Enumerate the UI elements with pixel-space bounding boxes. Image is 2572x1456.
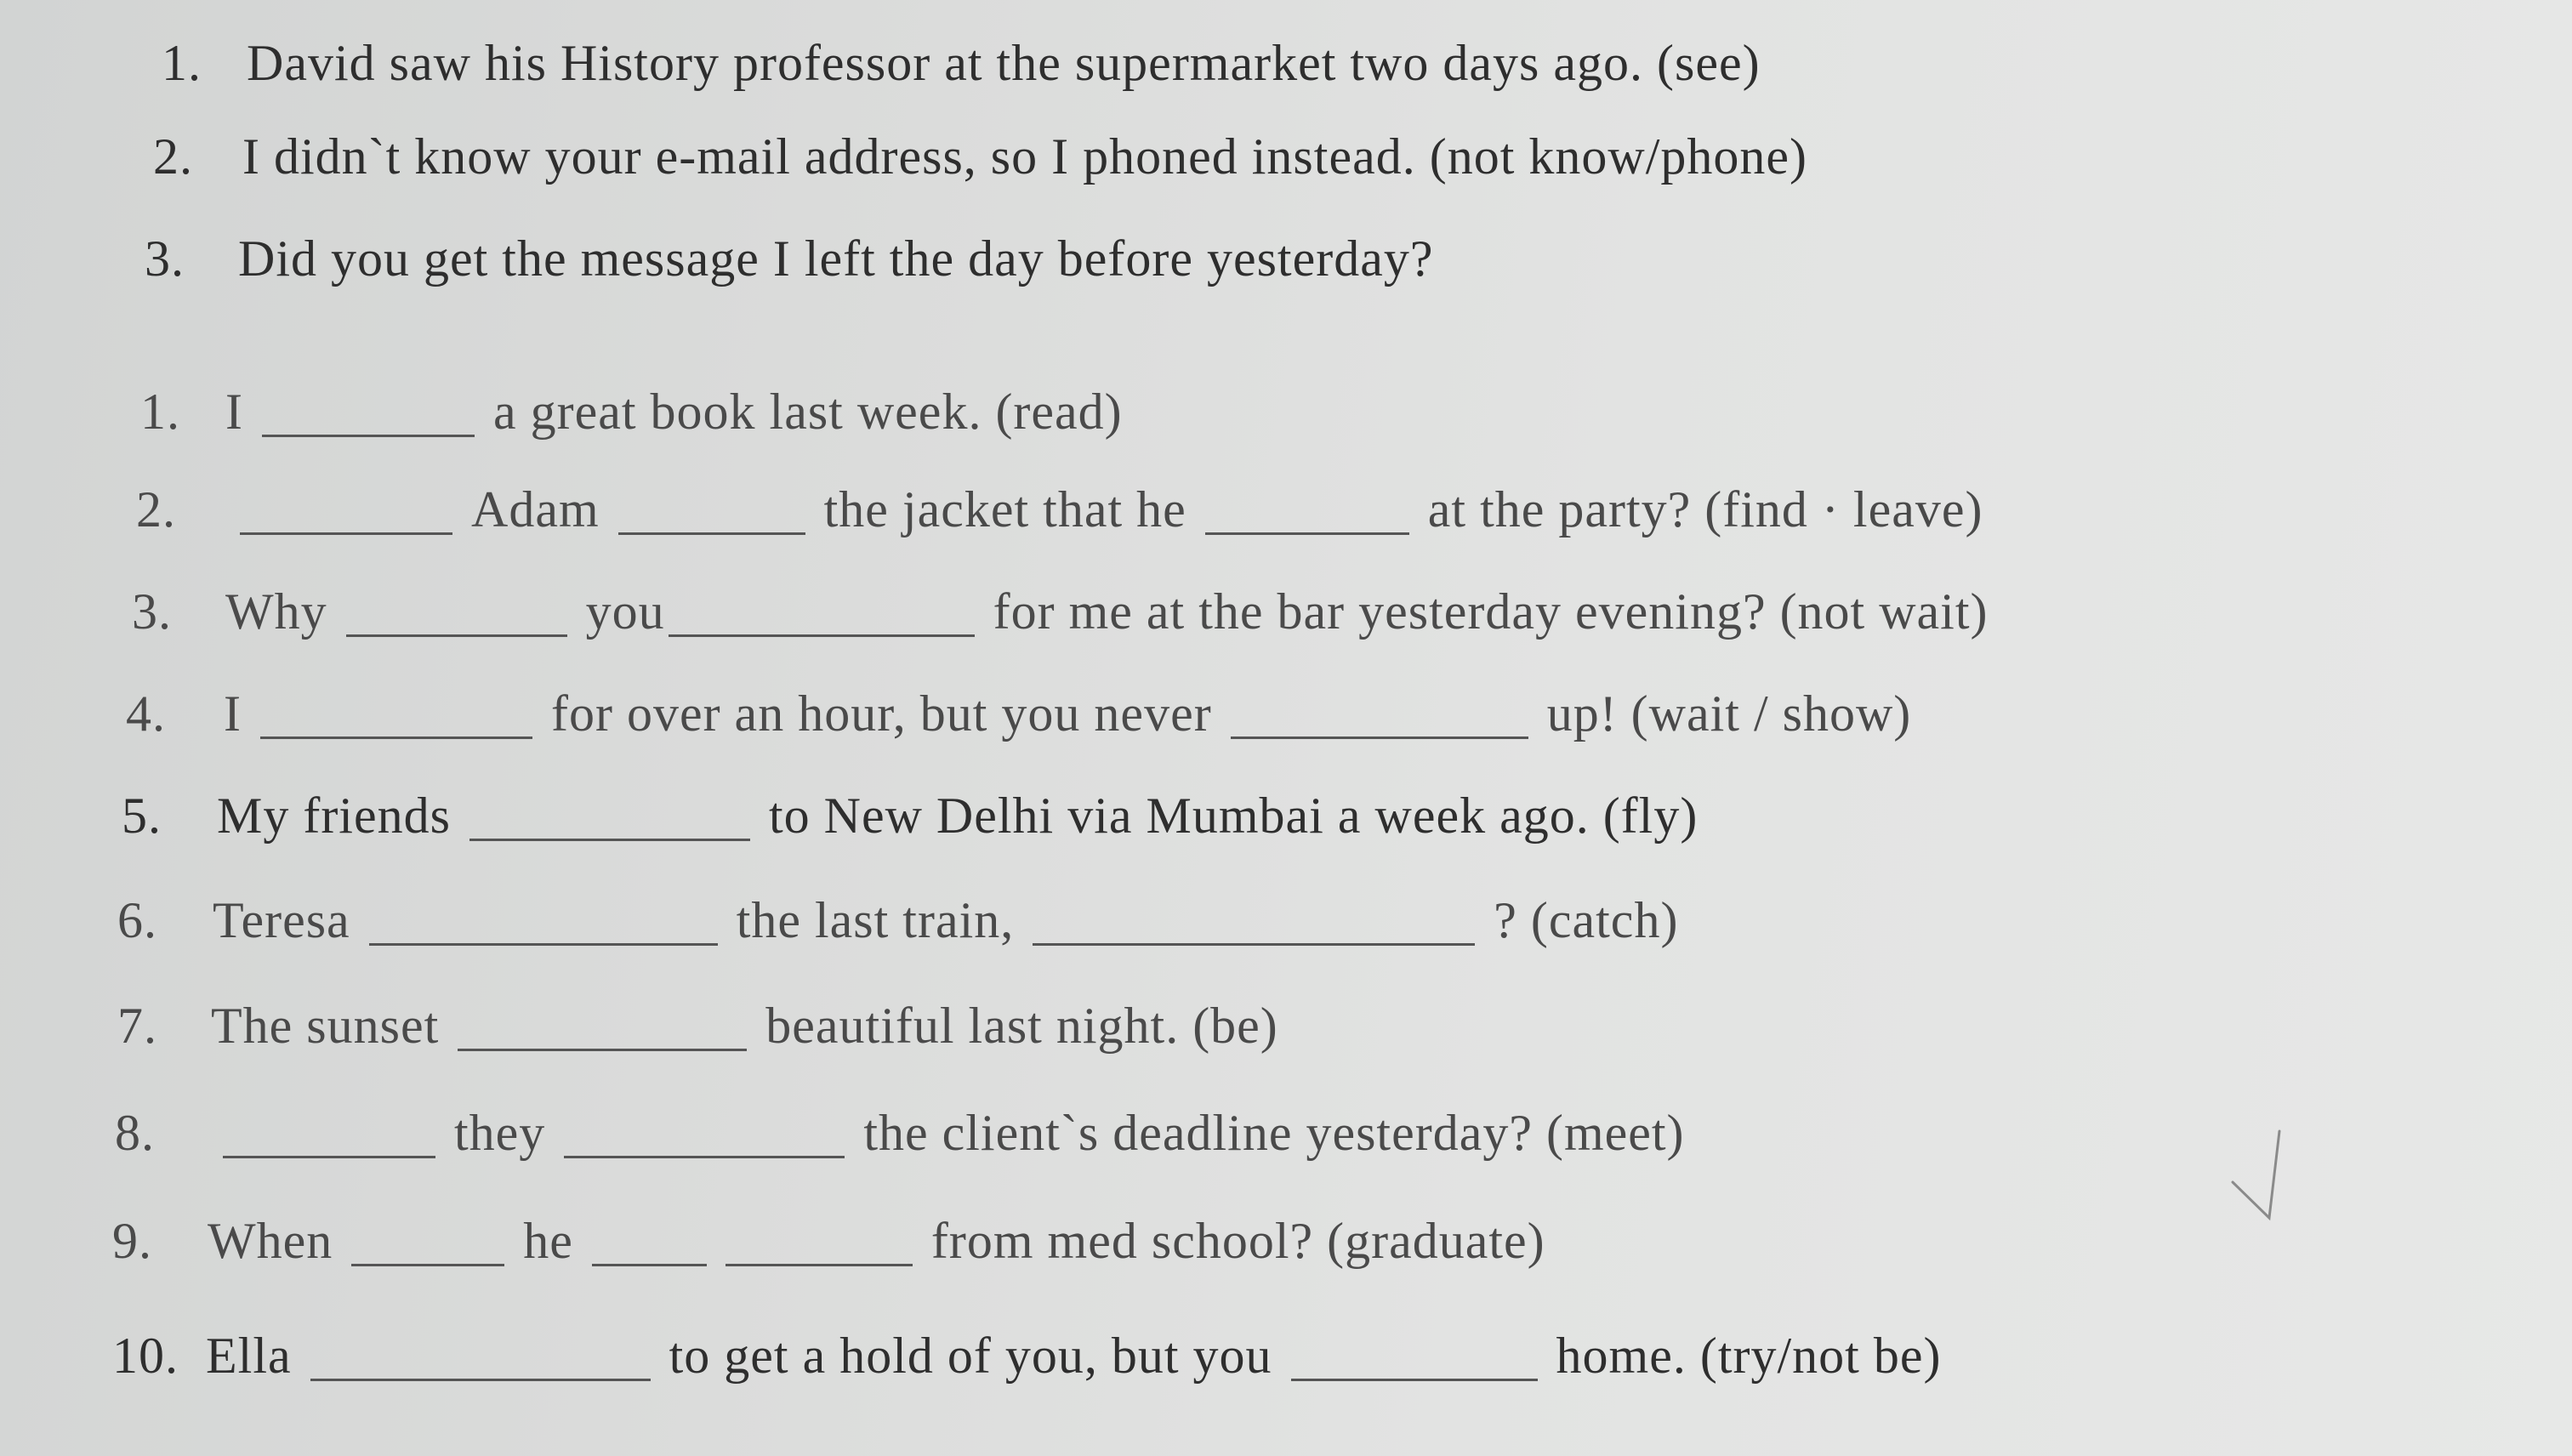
sentence-part: for over an hour, but you never <box>550 685 1212 742</box>
sentence-part: When <box>208 1213 333 1269</box>
sentence-part: a great book last week. (read) <box>492 384 1123 440</box>
exercise-9 <box>112 1212 1545 1271</box>
exercise-number: 1. <box>140 384 180 440</box>
sentence-part: The sunset <box>211 998 440 1054</box>
sentence-part: he <box>523 1213 573 1269</box>
exercise-number: 8. <box>115 1105 155 1161</box>
exercise-number: 2. <box>136 481 176 537</box>
check-mark-icon <box>2228 1123 2305 1242</box>
exercise-3 <box>132 583 1989 641</box>
sentence-part: at the party? (find · leave) <box>1427 481 1983 537</box>
answer-blank[interactable] <box>351 1264 504 1266</box>
answer-blank[interactable] <box>726 1264 913 1266</box>
sentence-part: ? (catch) <box>1494 892 1679 948</box>
sentence-part: Ella <box>206 1328 292 1384</box>
sentence-part: I <box>224 685 242 742</box>
exercise-number: 7. <box>117 998 157 1054</box>
exercise-7 <box>117 997 1278 1055</box>
example-text: David saw his History professor at the supermarket two days ago. (see) <box>247 35 1761 91</box>
example-number: 2. <box>153 128 193 185</box>
answer-blank[interactable] <box>458 1049 747 1051</box>
example-number: 3. <box>145 230 185 287</box>
answer-blank[interactable] <box>1231 737 1528 739</box>
sentence-part: to New Delhi via Mumbai a week ago. (fly) <box>768 788 1699 844</box>
example-number: 1. <box>162 35 202 91</box>
answer-blank[interactable] <box>310 1379 651 1381</box>
exercise-5 <box>122 787 1698 845</box>
answer-blank[interactable] <box>669 634 975 637</box>
answer-blank[interactable] <box>564 1156 845 1158</box>
exercise-number: 10. <box>112 1328 179 1384</box>
answer-blank[interactable] <box>1033 943 1475 946</box>
answer-blank[interactable] <box>592 1264 707 1266</box>
sentence-part: Why <box>225 583 327 640</box>
answer-blank[interactable] <box>260 737 532 739</box>
example-2 <box>153 128 1807 186</box>
exercise-2 <box>136 481 1983 539</box>
answer-blank[interactable] <box>223 1156 435 1158</box>
sentence-part: the jacket that he <box>823 481 1186 537</box>
sentence-part: for me at the bar yesterday evening? (not wait) <box>993 583 1989 640</box>
exercise-4 <box>126 685 1911 743</box>
sentence-part: the client`s deadline yesterday? (meet) <box>863 1105 1685 1161</box>
answer-blank[interactable] <box>262 435 475 437</box>
sentence-part: home. (try/not be) <box>1556 1328 1942 1384</box>
example-text: Did you get the message I left the day before yesterday? <box>238 230 1434 287</box>
sentence-part: you <box>585 583 665 640</box>
answer-blank[interactable] <box>346 634 567 637</box>
answer-blank[interactable] <box>1291 1379 1538 1381</box>
exercise-number: 5. <box>122 788 162 844</box>
exercise-10 <box>112 1327 1941 1385</box>
exercise-number: 3. <box>132 583 172 640</box>
sentence-part: to get a hold of you, but you <box>669 1328 1272 1384</box>
sentence-part: from med school? (graduate) <box>930 1213 1545 1269</box>
answer-blank[interactable] <box>618 532 805 535</box>
answer-blank[interactable] <box>369 943 718 946</box>
exercise-number: 9. <box>112 1213 152 1269</box>
exercise-number: 6. <box>117 892 157 948</box>
sentence-part: My friends <box>217 788 451 844</box>
sentence-part: Adam <box>471 481 600 537</box>
answer-blank[interactable] <box>1205 532 1409 535</box>
example-text: I didn`t know your e-mail address, so I phoned instead. (not know/phone) <box>242 128 1807 185</box>
example-3 <box>145 230 1433 288</box>
sentence-part: I <box>225 384 243 440</box>
exercise-8 <box>115 1104 1685 1163</box>
exercise-1 <box>140 383 1123 441</box>
sentence-part: they <box>454 1105 546 1161</box>
sentence-part: the last train, <box>736 892 1015 948</box>
sentence-part: Teresa <box>213 892 350 948</box>
answer-blank[interactable] <box>469 839 750 841</box>
exercise-number: 4. <box>126 685 166 742</box>
example-1 <box>162 34 1761 93</box>
exercise-6 <box>117 891 1678 950</box>
answer-blank[interactable] <box>240 532 452 535</box>
sentence-part: up! (wait / show) <box>1546 685 1912 742</box>
sentence-part: beautiful last night. (be) <box>765 998 1278 1054</box>
